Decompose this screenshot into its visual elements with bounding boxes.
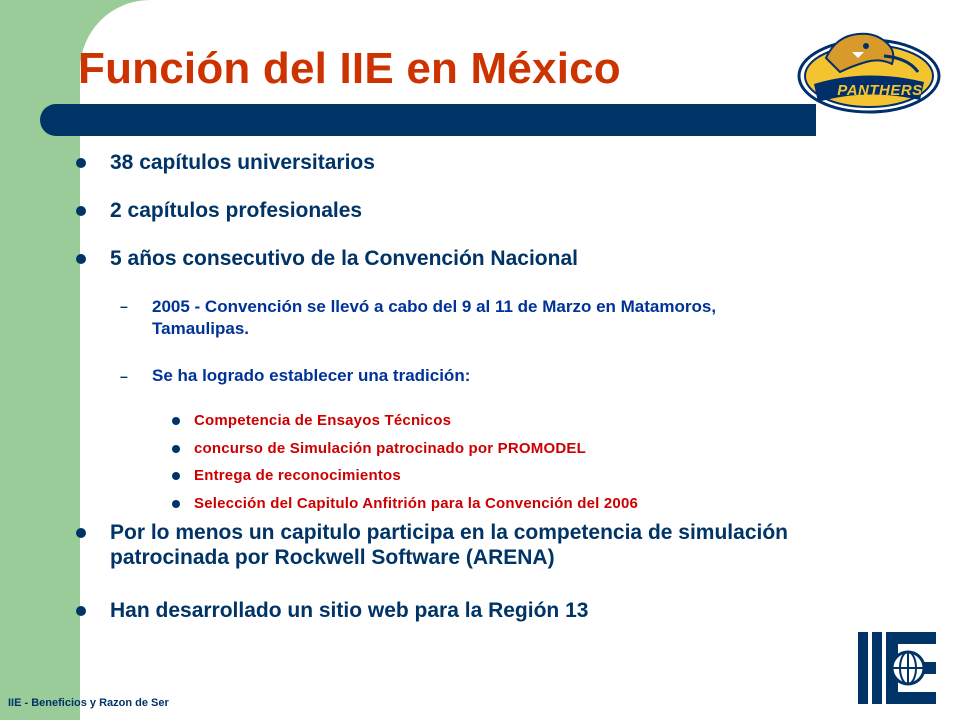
tradition-item — [172, 412, 451, 430]
bullet-dot — [76, 254, 86, 264]
bullet-dot — [172, 445, 180, 453]
bullet-item — [76, 598, 588, 623]
bullet-item — [76, 150, 375, 175]
sub-bullet-text: 2005 - Convención se llevó a cabo del 9 al 11 de Marzo en Matamoros, Tamaulipas. — [152, 297, 717, 338]
tradition-item — [172, 467, 401, 485]
dash-marker: – — [120, 298, 128, 314]
tradition-text: Competencia de Ensayos Técnicos — [194, 412, 452, 429]
iie-logo — [856, 628, 940, 708]
title-underline-tab — [800, 118, 816, 136]
bullet-text: 5 años consecutivo de la Convención Nacional — [110, 247, 578, 270]
tradition-text: Selección del Capitulo Anfitrión para la Convención del 2006 — [194, 495, 639, 512]
bullet-dot — [76, 206, 86, 216]
bullet-dot — [76, 528, 86, 538]
bullet-dot — [172, 500, 180, 508]
tradition-item — [172, 440, 586, 458]
sub-bullet-text: Se ha logrado establecer una tradición: — [152, 366, 471, 385]
bullet-dot — [172, 472, 180, 480]
bullet-dot — [172, 417, 180, 425]
footer-text: IIE - Beneficios y Razon de Ser — [8, 697, 169, 709]
bullet-text: 38 capítulos universitarios — [110, 151, 375, 174]
bullet-text: 2 capítulos profesionales — [110, 199, 363, 222]
tradition-text: concurso de Simulación patrocinado por PROMODEL — [194, 440, 586, 457]
tradition-text: Entrega de reconocimientos — [194, 467, 401, 484]
tradition-item — [172, 495, 638, 513]
bullet-item — [76, 246, 578, 271]
panthers-logo-label: PANTHERS — [837, 82, 923, 99]
title-underline-bar — [40, 104, 816, 136]
golden-panthers-logo — [796, 28, 942, 120]
bullet-item — [76, 198, 362, 223]
bullet-dot — [76, 158, 86, 168]
bullet-text-arena: Por lo menos un capitulo participa en la competencia de simulación patrocinada por Rockwell Software (ARENA) — [110, 521, 788, 569]
bullet-dot — [76, 606, 86, 616]
slide-title: Función del IIE en México — [78, 44, 621, 93]
bullet-text: Han desarrollado un sitio web para la Región 13 — [110, 599, 589, 622]
dash-marker: – — [120, 368, 128, 384]
